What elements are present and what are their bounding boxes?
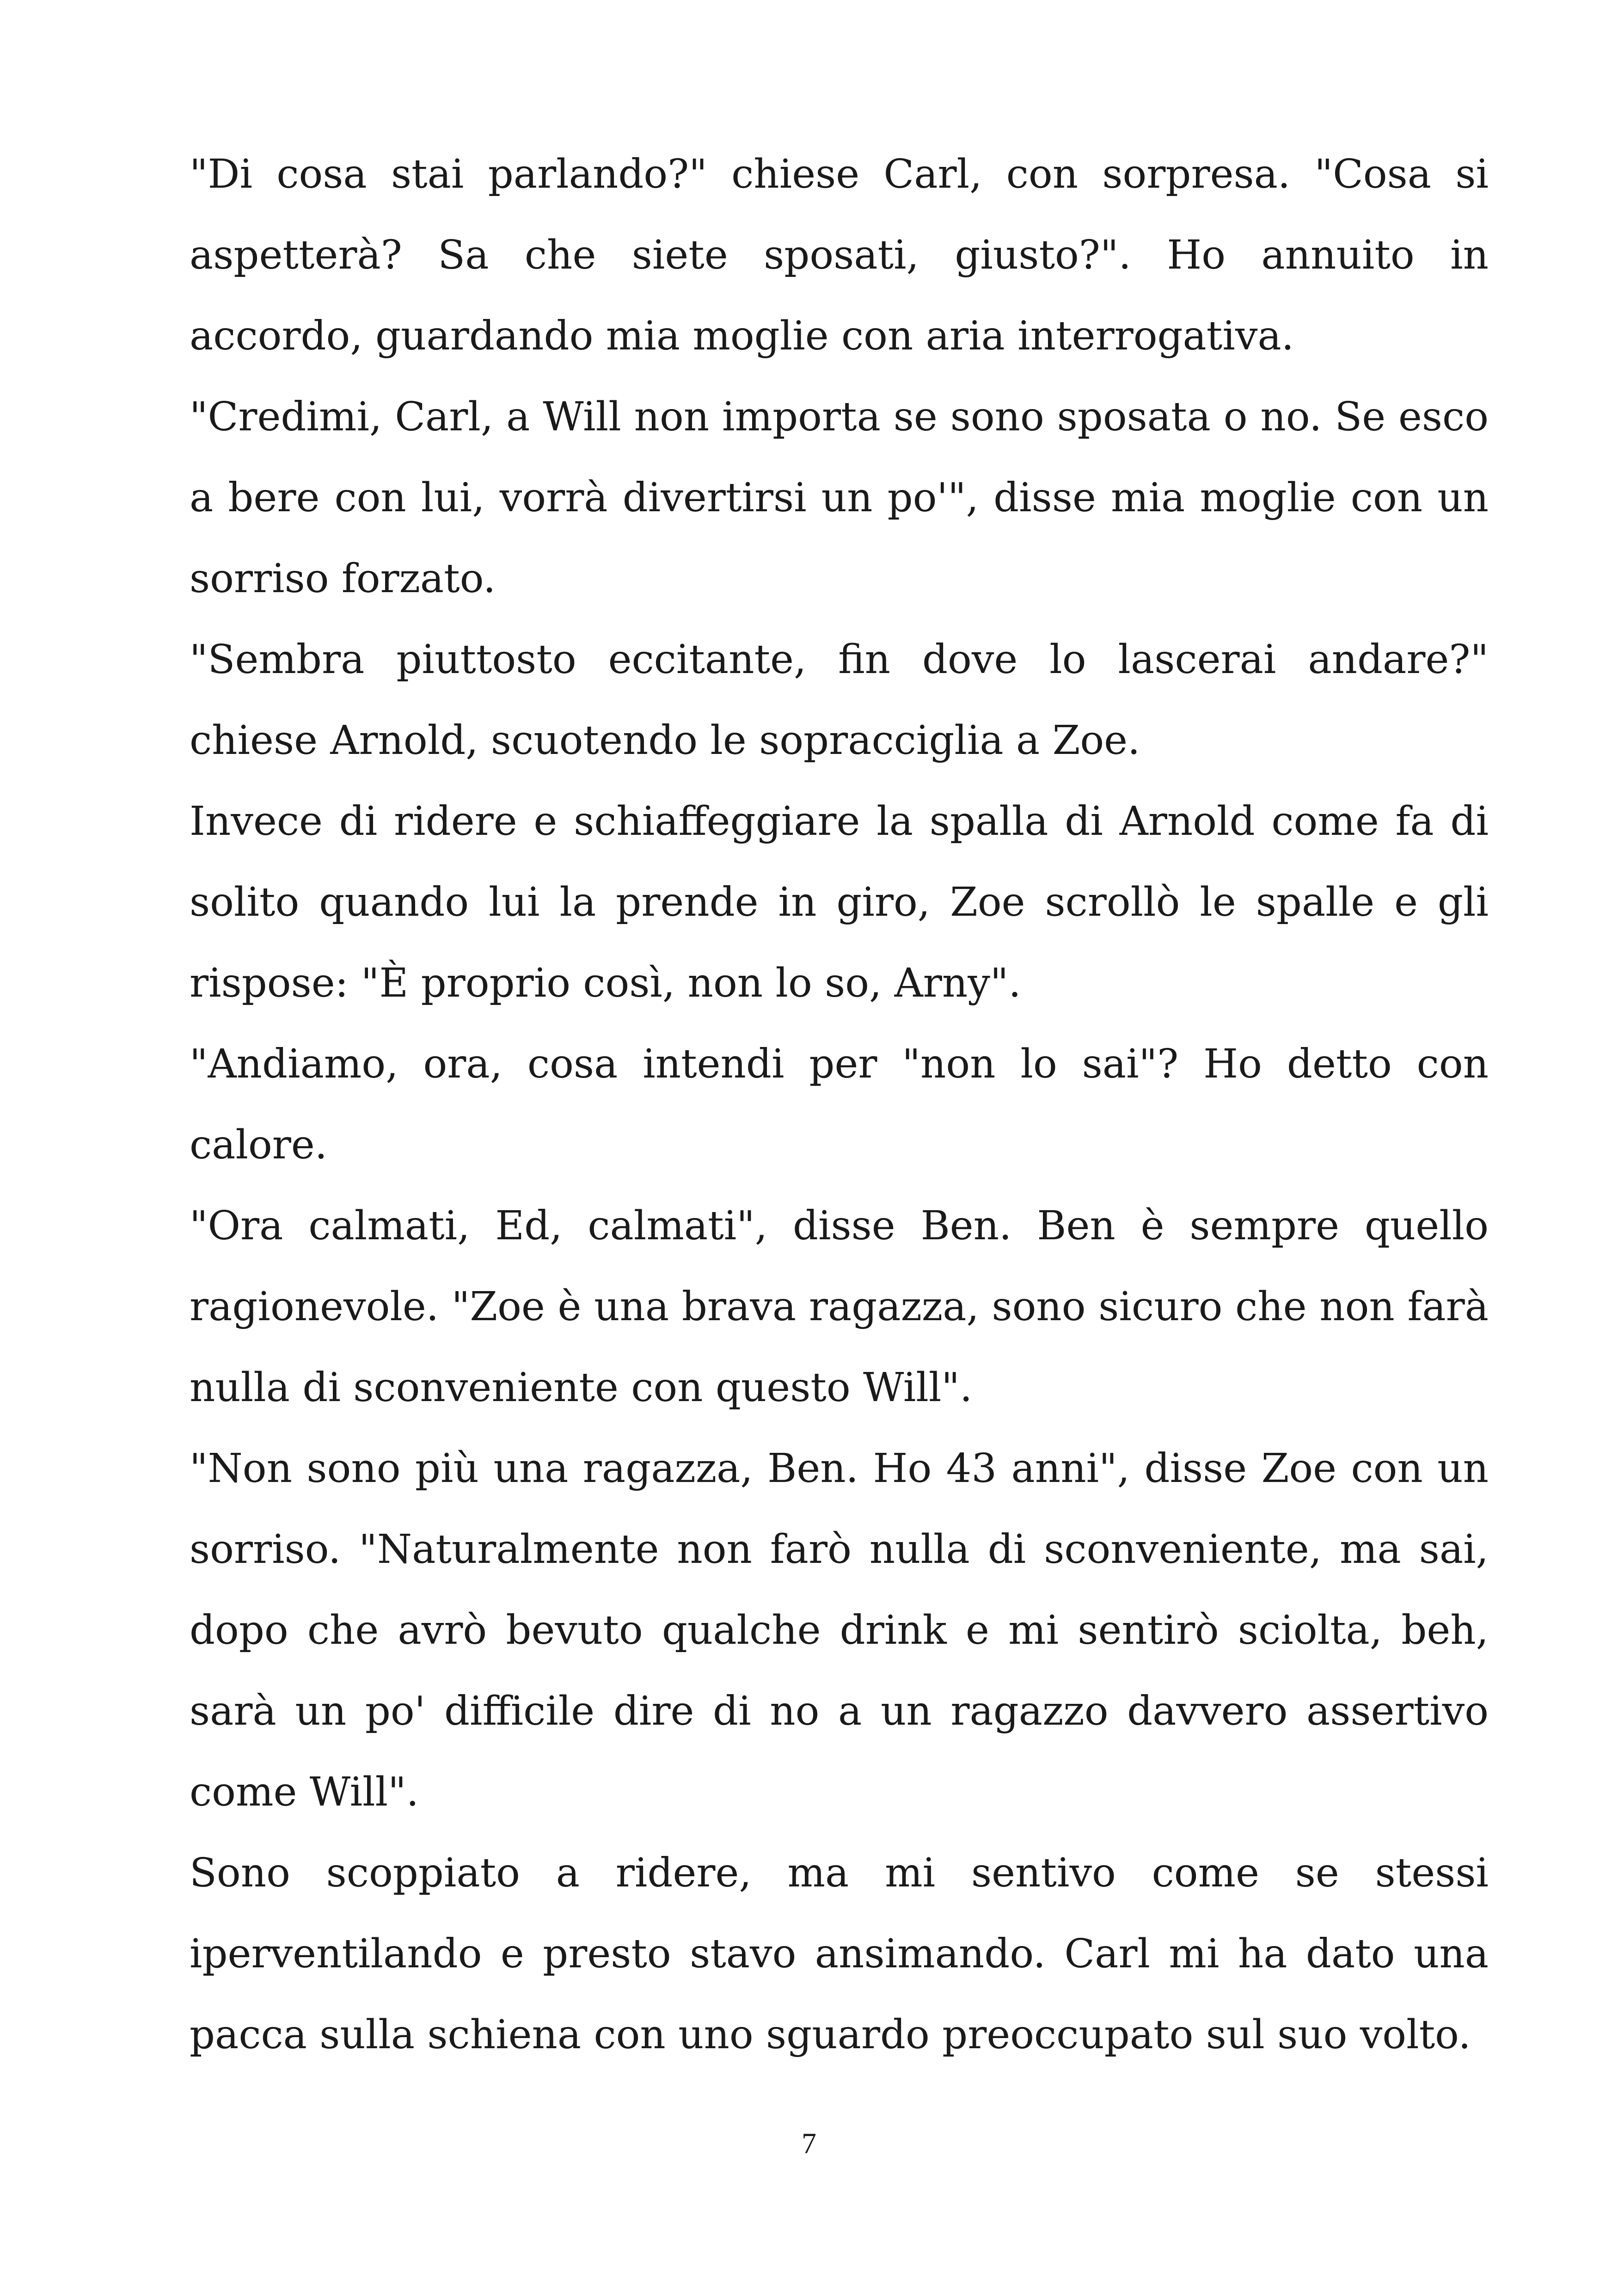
paragraph: "Non sono più una ragazza, Ben. Ho 43 anni", disse Zoe con un sorriso. "Naturalmente non farò nulla di sconveniente, ma sai, dopo che avrò bevuto qualche drink e mi sentirò sciolta, beh, sarà un po' difficile dire di no a un ragazzo davvero assertivo come Will".	[190, 1445, 1489, 1815]
paragraph: Sono scoppiato a ridere, ma mi sentivo come se stessi iperventilando e presto stavo ansimando. Carl mi ha dato una pacca sulla schiena con uno sguardo preoccupato sul suo volto.	[190, 1850, 1489, 2058]
paragraph: "Ora calmati, Ed, calmati", disse Ben. Ben è sempre quello ragionevole. "Zoe è una brava ragazza, sono sicuro che non farà nulla di sconveniente con questo Will".	[190, 1203, 1489, 1411]
paragraph: "Andiamo, ora, cosa intendi per "non lo sai"? Ho detto con calore.	[190, 1041, 1489, 1168]
body-text	[190, 134, 1489, 2076]
paragraph: Invece di ridere e schiaffeggiare la spalla di Arnold come fa di solito quando lui la prende in giro, Zoe scrollò le spalle e gli rispose: "È proprio così, non lo so, Arny".	[190, 798, 1489, 1006]
paragraph: "Credimi, Carl, a Will non importa se sono sposata o no. Se esco a bere con lui, vorrà divertirsi un po'", disse mia moglie con un sorriso forzato.	[190, 394, 1489, 602]
paragraph: "Sembra piuttosto eccitante, fin dove lo lascerai andare?" chiese Arnold, scuotendo le sopracciglia a Zoe.	[190, 637, 1489, 764]
page-number: 7	[802, 2127, 816, 2160]
paragraph: "Di cosa stai parlando?" chiese Carl, con sorpresa. "Cosa si aspetterà? Sa che siete sposati, giusto?". Ho annuito in accordo, guardando mia moglie con aria interrogativa.	[190, 151, 1489, 359]
